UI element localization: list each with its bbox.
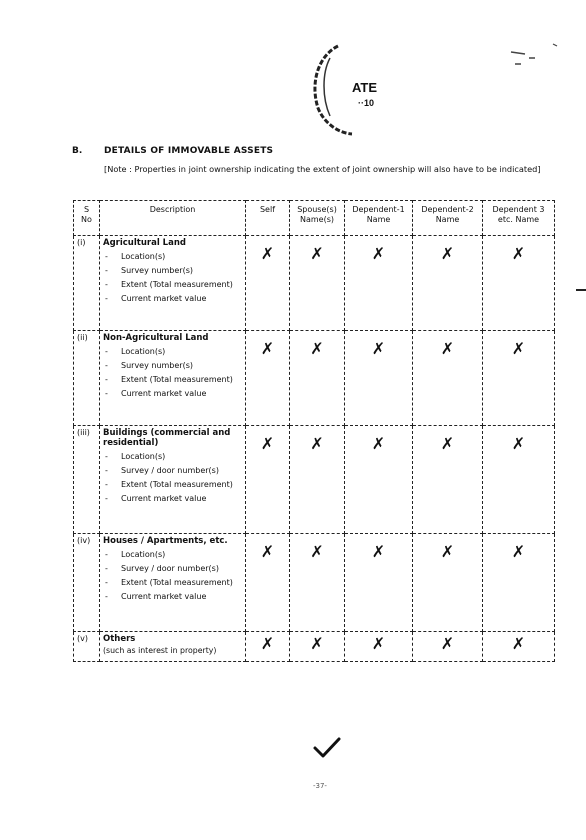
list-item: - Survey / door number(s) xyxy=(103,465,242,476)
seal-text-2: ··10 xyxy=(358,98,375,108)
list-item: - Extent (Total measurement) xyxy=(103,577,242,588)
row-sno: (ii) xyxy=(74,331,100,426)
mark-dependent-3: ✗ xyxy=(483,331,555,426)
header-dependent-3: Dependent 3 etc. Name xyxy=(483,201,555,236)
header-description: Description xyxy=(100,201,246,236)
checkmark-icon xyxy=(312,736,342,760)
category-label: Others xyxy=(103,634,136,644)
mark-dependent-1: ✗ xyxy=(345,534,413,632)
header-spouse: Spouse(s) Name(s) xyxy=(290,201,345,236)
mark-dependent-1: ✗ xyxy=(345,426,413,534)
section-number: B. xyxy=(72,146,83,156)
list-item: - Extent (Total measurement) xyxy=(103,479,242,490)
row-sno: (i) xyxy=(74,236,100,331)
row-description xyxy=(100,632,246,662)
table-header-row xyxy=(74,201,555,236)
mark-dependent-3: ✗ xyxy=(483,534,555,632)
list-item: - Survey number(s) xyxy=(103,265,242,276)
mark-dependent-3: ✗ xyxy=(483,632,555,662)
category-subtext: (such as interest in property) xyxy=(103,646,217,655)
mark-spouse: ✗ xyxy=(290,331,345,426)
table-row xyxy=(74,236,555,331)
category-label: Buildings (commercial and residential) xyxy=(103,428,231,448)
mark-self: ✗ xyxy=(246,426,290,534)
list-item: - Location(s) xyxy=(103,451,242,462)
list-item: - Location(s) xyxy=(103,346,242,357)
mark-self: ✗ xyxy=(246,236,290,331)
header-dependent-1: Dependent-1 Name xyxy=(345,201,413,236)
list-item: - Survey number(s) xyxy=(103,360,242,371)
list-item: - Current market value xyxy=(103,293,242,304)
mark-dependent-1: ✗ xyxy=(345,632,413,662)
mark-dependent-3: ✗ xyxy=(483,236,555,331)
row-sno: (iii) xyxy=(74,426,100,534)
section-title: DETAILS OF IMMOVABLE ASSETS xyxy=(104,146,274,156)
row-description xyxy=(100,426,246,534)
row-description xyxy=(100,331,246,426)
category-label: Agricultural Land xyxy=(103,238,186,248)
mark-spouse: ✗ xyxy=(290,534,345,632)
table-row xyxy=(74,331,555,426)
mark-dependent-2: ✗ xyxy=(413,426,483,534)
row-sno: (v) xyxy=(74,632,100,662)
list-item: - Current market value xyxy=(103,493,242,504)
table-row xyxy=(74,426,555,534)
category-label: Non-Agricultural Land xyxy=(103,333,209,343)
mark-dependent-2: ✗ xyxy=(413,236,483,331)
mark-dependent-2: ✗ xyxy=(413,331,483,426)
mark-self: ✗ xyxy=(246,534,290,632)
mark-dependent-3: ✗ xyxy=(483,426,555,534)
header-sno: S No xyxy=(74,201,100,236)
margin-mark xyxy=(576,289,586,291)
table-row xyxy=(74,632,555,662)
mark-dependent-1: ✗ xyxy=(345,331,413,426)
category-label: Houses / Apartments, etc. xyxy=(103,536,228,546)
row-sno: (iv) xyxy=(74,534,100,632)
mark-dependent-2: ✗ xyxy=(413,632,483,662)
row-description xyxy=(100,534,246,632)
mark-dependent-1: ✗ xyxy=(345,236,413,331)
list-item: - Current market value xyxy=(103,591,242,602)
seal-text-1: ATE xyxy=(352,80,378,95)
list-item: - Location(s) xyxy=(103,549,242,560)
immovable-assets-table xyxy=(73,200,555,662)
header-dependent-2: Dependent-2 Name xyxy=(413,201,483,236)
list-item: - Extent (Total measurement) xyxy=(103,279,242,290)
mark-self: ✗ xyxy=(246,331,290,426)
mark-spouse: ✗ xyxy=(290,632,345,662)
list-item: - Current market value xyxy=(103,388,242,399)
official-seal xyxy=(300,38,390,138)
header-self: Self xyxy=(246,201,290,236)
section-note: [Note : Properties in joint ownership indicating the extent of joint ownership will also have to be indicated] xyxy=(104,164,541,174)
page-number: -37- xyxy=(313,782,327,790)
list-item: - Survey / door number(s) xyxy=(103,563,242,574)
corner-mark xyxy=(505,42,565,82)
list-item: - Location(s) xyxy=(103,251,242,262)
table-row xyxy=(74,534,555,632)
list-item: - Extent (Total measurement) xyxy=(103,374,242,385)
mark-self: ✗ xyxy=(246,632,290,662)
mark-spouse: ✗ xyxy=(290,426,345,534)
mark-dependent-2: ✗ xyxy=(413,534,483,632)
row-description xyxy=(100,236,246,331)
mark-spouse: ✗ xyxy=(290,236,345,331)
